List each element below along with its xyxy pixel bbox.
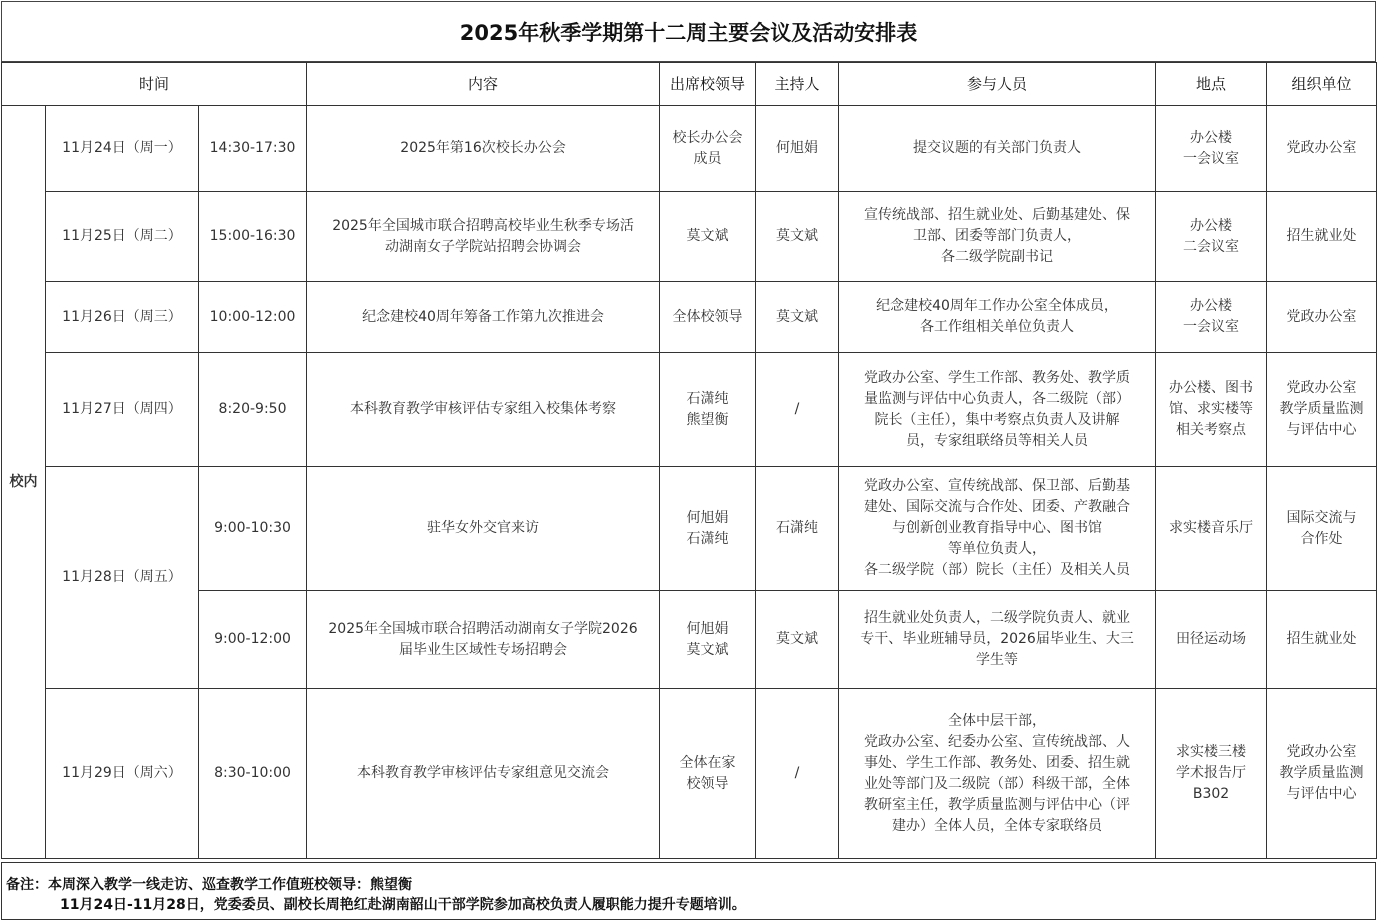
cell-time: 8:20-9:50 (199, 353, 307, 467)
cell-date: 11月29日（周六） (46, 689, 199, 859)
cell-host: 石潇纯 (756, 467, 839, 591)
cell-leaders: 何旭娟 莫文斌 (660, 591, 756, 689)
cell-host: / (756, 353, 839, 467)
cell-date: 11月28日（周五） (46, 467, 199, 689)
cell-content: 本科教育教学审核评估专家组入校集体考察 (307, 353, 660, 467)
cell-content: 2025年全国城市联合招聘高校毕业生秋季专场活 动湖南女子学院站招聘会协调会 (307, 192, 660, 282)
cell-organizer: 党政办公室 教学质量监测 与评估中心 (1267, 353, 1377, 467)
header-time: 时间 (2, 63, 307, 106)
cell-participants: 党政办公室、学生工作部、教务处、教学质 量监测与评估中心负责人，各二级院（部） 院长（主任），集中考察点负责人及讲解 员，专家组联络员等相关人员 (839, 353, 1156, 467)
cell-content: 驻华女外交官来访 (307, 467, 660, 591)
cell-leaders: 莫文斌 (660, 192, 756, 282)
cell-date: 11月26日（周三） (46, 282, 199, 353)
cell-time: 10:00-12:00 (199, 282, 307, 353)
cell-host: 莫文斌 (756, 591, 839, 689)
table-row (2, 689, 1377, 859)
cell-participants: 全体中层干部， 党政办公室、纪委办公室、宣传统战部、人 事处、学生工作部、教务处、团委、招生就 业处等部门及二级院（部）科级干部，全体 教研室主任，教学质量监测与评估中心（评 建办）全体人员，全体专家联络员 (839, 689, 1156, 859)
cell-location: 办公楼 二会议室 (1156, 192, 1267, 282)
table-row (2, 106, 1377, 192)
campus-label: 校内 (2, 106, 46, 859)
cell-leaders: 何旭娟 石潇纯 (660, 467, 756, 591)
cell-location: 办公楼 一会议室 (1156, 282, 1267, 353)
cell-organizer: 党政办公室 (1267, 106, 1377, 192)
cell-time: 14:30-17:30 (199, 106, 307, 192)
header-participants: 参与人员 (839, 63, 1156, 106)
cell-host: 莫文斌 (756, 192, 839, 282)
header-host: 主持人 (756, 63, 839, 106)
cell-location: 办公楼、图书 馆、求实楼等 相关考察点 (1156, 353, 1267, 467)
cell-content: 纪念建校40周年筹备工作第九次推进会 (307, 282, 660, 353)
cell-content: 2025年第16次校长办公会 (307, 106, 660, 192)
table-row (2, 591, 1377, 689)
cell-content: 本科教育教学审核评估专家组意见交流会 (307, 689, 660, 859)
cell-leaders: 校长办公会 成员 (660, 106, 756, 192)
header-row (2, 63, 1377, 106)
cell-location: 田径运动场 (1156, 591, 1267, 689)
table-row (2, 353, 1377, 467)
cell-participants: 纪念建校40周年工作办公室全体成员， 各工作组相关单位负责人 (839, 282, 1156, 353)
cell-time: 9:00-12:00 (199, 591, 307, 689)
cell-organizer: 党政办公室 (1267, 282, 1377, 353)
cell-time: 15:00-16:30 (199, 192, 307, 282)
cell-content: 2025年全国城市联合招聘活动湖南女子学院2026 届毕业生区域性专场招聘会 (307, 591, 660, 689)
cell-organizer: 党政办公室 教学质量监测 与评估中心 (1267, 689, 1377, 859)
header-content: 内容 (307, 63, 660, 106)
cell-location: 求实楼三楼 学术报告厅 B302 (1156, 689, 1267, 859)
cell-leaders: 全体校领导 (660, 282, 756, 353)
cell-organizer: 招生就业处 (1267, 591, 1377, 689)
cell-time: 8:30-10:00 (199, 689, 307, 859)
cell-participants: 提交议题的有关部门负责人 (839, 106, 1156, 192)
table-row (2, 467, 1377, 591)
notes-section (1, 862, 1376, 920)
header-organizer: 组织单位 (1267, 63, 1377, 106)
cell-host: / (756, 689, 839, 859)
cell-participants: 党政办公室、宣传统战部、保卫部、后勤基 建处、国际交流与合作处、团委、产教融合 与创新创业教育指导中心、图书馆 等单位负责人， 各二级学院（部）院长（主任）及相关人员 (839, 467, 1156, 591)
cell-leaders: 石潇纯 熊望衡 (660, 353, 756, 467)
cell-date: 11月25日（周二） (46, 192, 199, 282)
header-leaders: 出席校领导 (660, 63, 756, 106)
table-row (2, 282, 1377, 353)
cell-date: 11月24日（周一） (46, 106, 199, 192)
notes-line-1: 备注：本周深入教学一线走访、巡查教学工作值班校领导：熊望衡 (6, 877, 412, 893)
cell-leaders: 全体在家 校领导 (660, 689, 756, 859)
cell-location: 办公楼 一会议室 (1156, 106, 1267, 192)
cell-participants: 宣传统战部、招生就业处、后勤基建处、保 卫部、团委等部门负责人， 各二级学院副书记 (839, 192, 1156, 282)
header-location: 地点 (1156, 63, 1267, 106)
cell-time: 9:00-10:30 (199, 467, 307, 591)
cell-organizer: 国际交流与 合作处 (1267, 467, 1377, 591)
cell-participants: 招生就业处负责人，二级学院负责人、就业 专干、毕业班辅导员，2026届毕业生、大三 学生等 (839, 591, 1156, 689)
table-row (2, 192, 1377, 282)
schedule-table (1, 62, 1377, 859)
cell-location: 求实楼音乐厅 (1156, 467, 1267, 591)
cell-date: 11月27日（周四） (46, 353, 199, 467)
notes-line-2: 11月24日-11月28日，党委委员、副校长周艳红赴湖南韶山干部学院参加高校负责人履职能力提升专题培训。 (60, 897, 746, 913)
page-title: 2025年秋季学期第十二周主要会议及活动安排表 (1, 1, 1376, 62)
cell-organizer: 招生就业处 (1267, 192, 1377, 282)
cell-host: 莫文斌 (756, 282, 839, 353)
cell-host: 何旭娟 (756, 106, 839, 192)
